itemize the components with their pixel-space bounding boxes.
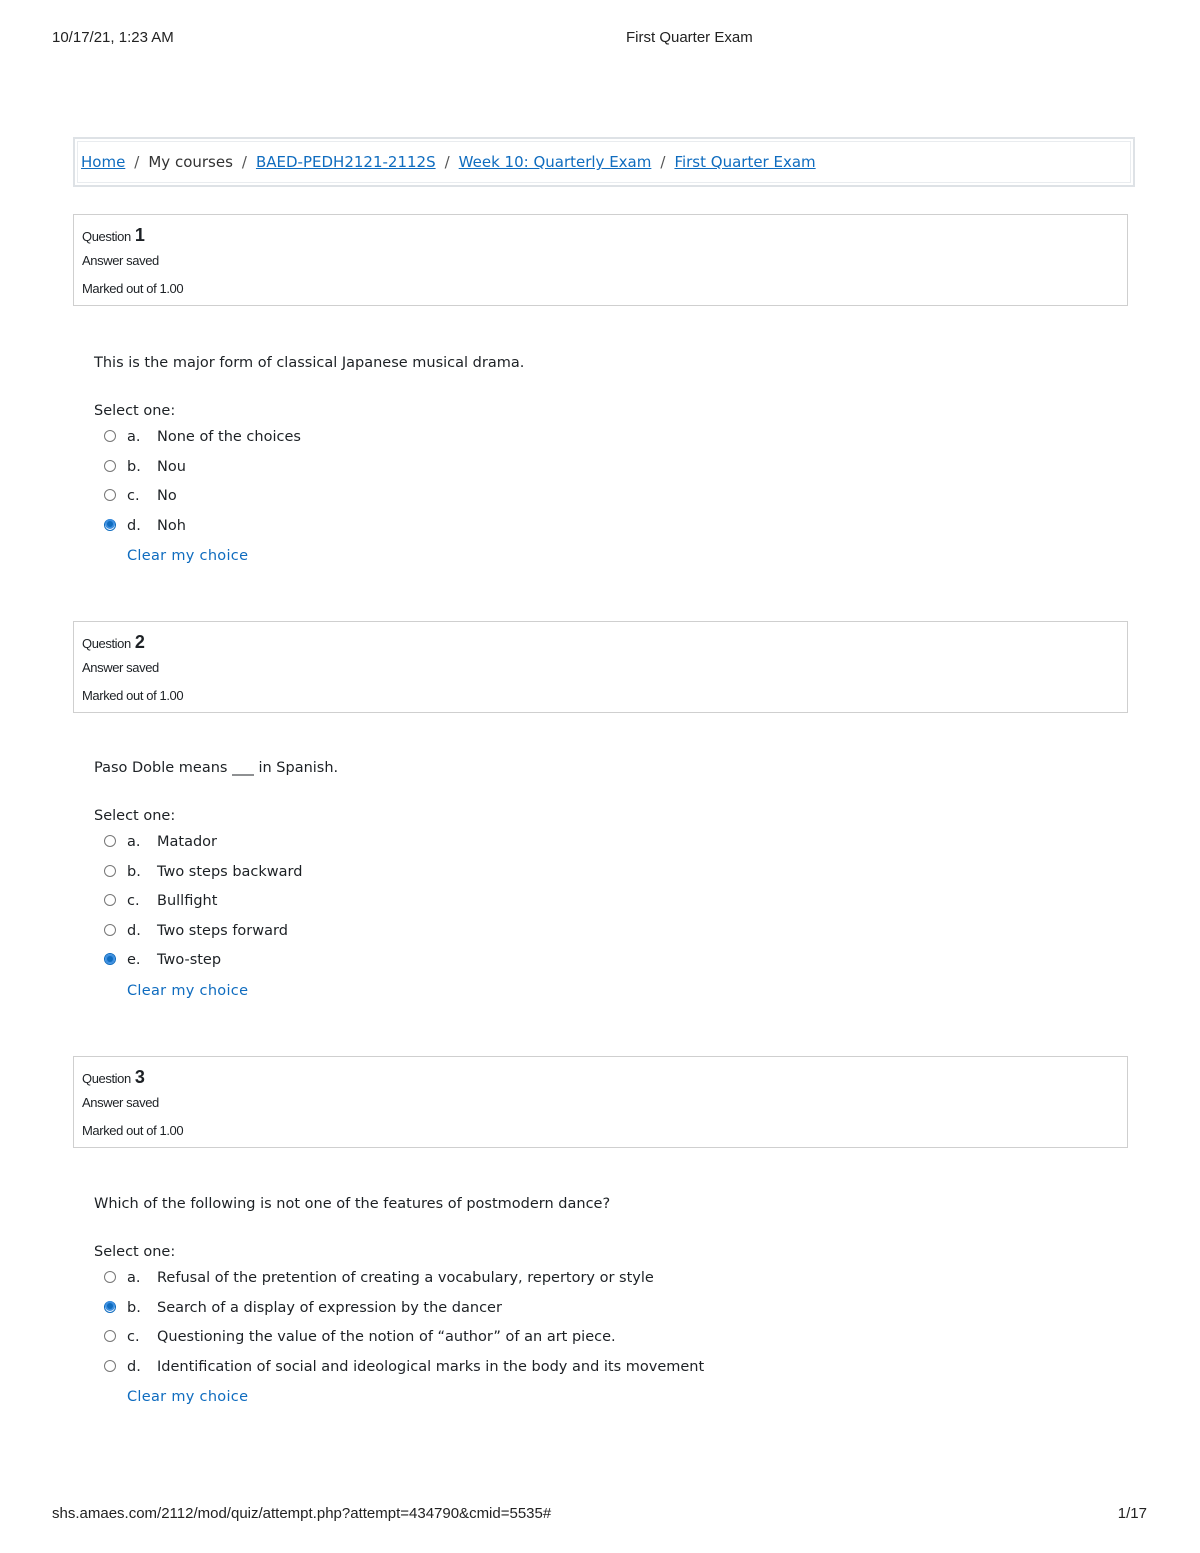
radio-button[interactable] bbox=[104, 430, 116, 442]
question-text: Paso Doble means ___ in Spanish. bbox=[94, 760, 339, 776]
question-state: Answer saved bbox=[82, 1095, 159, 1110]
breadcrumb-home-link[interactable]: Home bbox=[81, 153, 126, 171]
breadcrumb-week-link[interactable]: Week 10: Quarterly Exam bbox=[458, 153, 652, 171]
radio-button-checked[interactable] bbox=[104, 519, 116, 531]
answer-option[interactable]: a. Refusal of the pretention of creating a vocabulary, repertory or style bbox=[94, 1264, 1094, 1294]
question-grade: Marked out of 1.00 bbox=[82, 281, 184, 296]
radio-button[interactable] bbox=[104, 1330, 116, 1342]
question-content bbox=[94, 756, 1094, 1004]
answer-option[interactable]: c. Questioning the value of the notion of “author” of an art piece. bbox=[94, 1323, 1094, 1353]
radio-button[interactable] bbox=[104, 865, 116, 877]
question-grade: Marked out of 1.00 bbox=[82, 688, 184, 703]
radio-button[interactable] bbox=[104, 835, 116, 847]
print-header bbox=[0, 29, 1200, 49]
question-grade: Marked out of 1.00 bbox=[82, 1123, 184, 1138]
answer-option[interactable]: a. Matador bbox=[94, 828, 1094, 858]
question-number: Question 2 bbox=[82, 632, 145, 652]
answer-option[interactable]: c. No bbox=[94, 482, 1094, 512]
question-state: Answer saved bbox=[82, 253, 159, 268]
breadcrumb-course-link[interactable]: BAED-PEDH2121-2112S bbox=[255, 153, 436, 171]
radio-button[interactable] bbox=[104, 489, 116, 501]
answer-option-selected[interactable]: e. Two-step bbox=[94, 946, 1094, 976]
question-content bbox=[94, 351, 1094, 569]
question-info-box bbox=[73, 621, 1128, 713]
print-footer bbox=[0, 1505, 1200, 1525]
answer-option[interactable]: b. Two steps backward bbox=[94, 858, 1094, 888]
breadcrumb bbox=[73, 137, 1135, 187]
select-one-prompt: Select one: bbox=[94, 808, 176, 824]
question-number: Question 1 bbox=[82, 225, 145, 245]
question-number: Question 3 bbox=[82, 1067, 145, 1087]
answer-option-selected[interactable]: b. Search of a display of expression by the dancer bbox=[94, 1294, 1094, 1324]
question-state: Answer saved bbox=[82, 660, 159, 675]
radio-button[interactable] bbox=[104, 924, 116, 936]
question-info-box bbox=[73, 1056, 1128, 1148]
question-content bbox=[94, 1192, 1094, 1410]
answer-option[interactable]: d. Identification of social and ideological marks in the body and its movement bbox=[94, 1353, 1094, 1383]
question-info-box bbox=[73, 214, 1128, 306]
print-title: First Quarter Exam bbox=[626, 29, 753, 46]
clear-my-choice-link[interactable]: Clear my choice bbox=[127, 982, 249, 999]
question-text: Which of the following is not one of the features of postmodern dance? bbox=[94, 1196, 611, 1212]
page-number: 1/17 bbox=[1117, 1505, 1147, 1522]
breadcrumb-my-courses: My courses bbox=[148, 153, 233, 171]
answer-option-selected[interactable]: d. Noh bbox=[94, 512, 1094, 542]
answer-option[interactable]: a. None of the choices bbox=[94, 423, 1094, 453]
breadcrumb-separator: / bbox=[444, 153, 450, 171]
radio-button[interactable] bbox=[104, 1271, 116, 1283]
radio-button[interactable] bbox=[104, 1360, 116, 1372]
answer-option[interactable]: c. Bullfight bbox=[94, 887, 1094, 917]
radio-button[interactable] bbox=[104, 460, 116, 472]
breadcrumb-separator: / bbox=[660, 153, 666, 171]
breadcrumb-separator: / bbox=[134, 153, 140, 171]
radio-button[interactable] bbox=[104, 894, 116, 906]
clear-my-choice-link[interactable]: Clear my choice bbox=[127, 548, 249, 565]
select-one-prompt: Select one: bbox=[94, 1244, 176, 1260]
page-url: shs.amaes.com/2112/mod/quiz/attempt.php?attempt=434790&cmid=5535# bbox=[52, 1505, 552, 1522]
select-one-prompt: Select one: bbox=[94, 403, 176, 419]
breadcrumb-quiz-link[interactable]: First Quarter Exam bbox=[674, 153, 816, 171]
answer-option[interactable]: b. Nou bbox=[94, 453, 1094, 483]
print-datetime: 10/17/21, 1:23 AM bbox=[52, 29, 174, 46]
clear-my-choice-link[interactable]: Clear my choice bbox=[127, 1389, 249, 1406]
radio-button-checked[interactable] bbox=[104, 1301, 116, 1313]
radio-button-checked[interactable] bbox=[104, 953, 116, 965]
breadcrumb-separator: / bbox=[241, 153, 247, 171]
question-text: This is the major form of classical Japanese musical drama. bbox=[94, 355, 525, 371]
answer-option[interactable]: d. Two steps forward bbox=[94, 917, 1094, 947]
